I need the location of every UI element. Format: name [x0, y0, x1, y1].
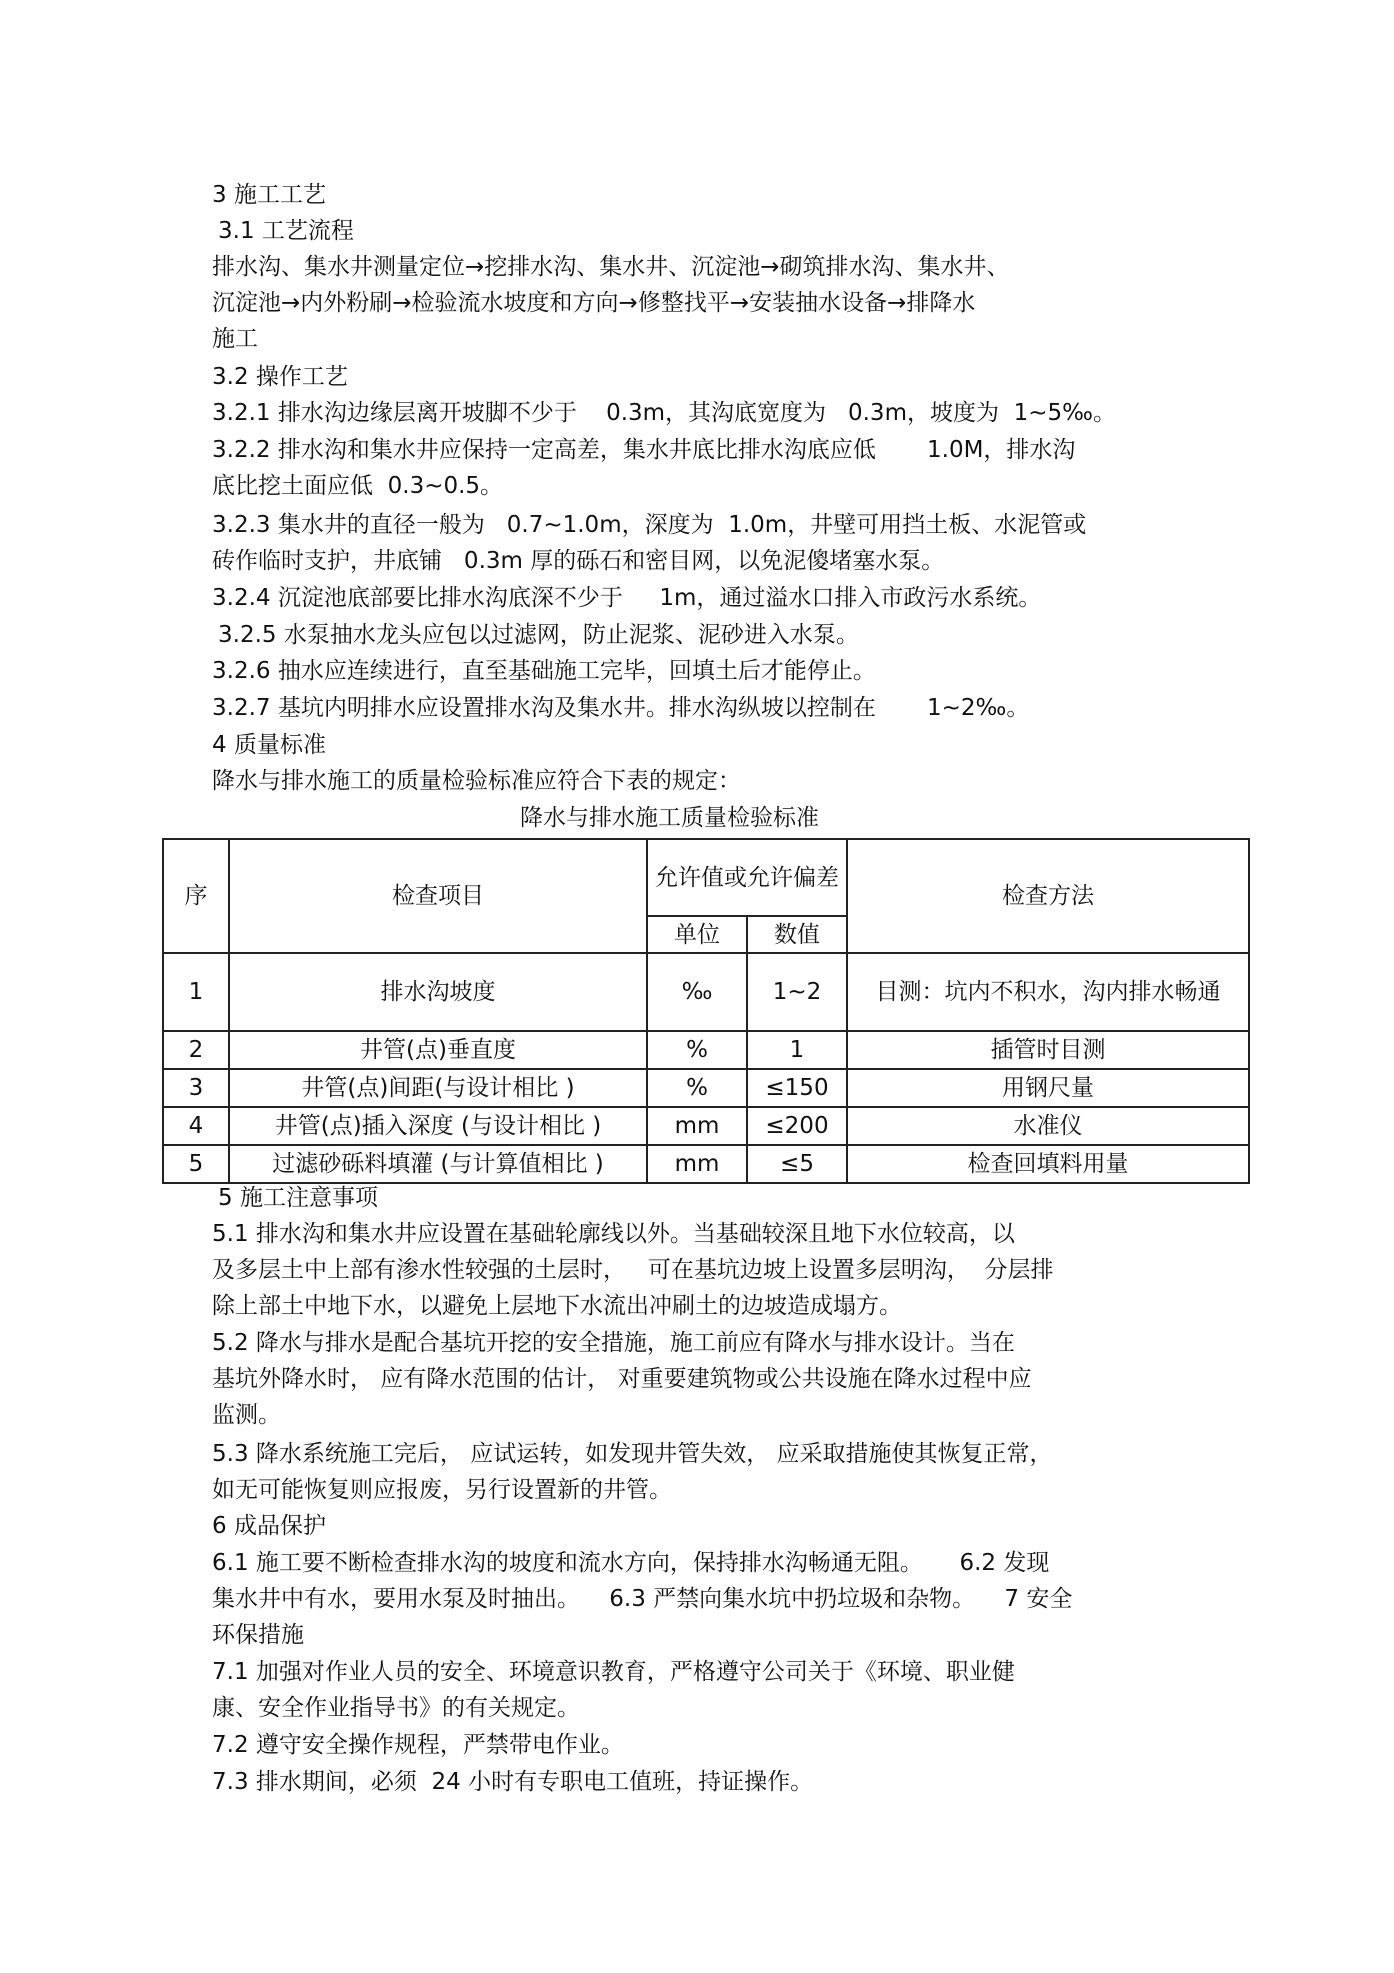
paragraph-line: 6.1 施工要不断检查排水沟的坡度和流水方向，保持排水沟畅通无阻。 6.2 发现	[212, 1550, 1050, 1576]
header-item: 检查项目	[229, 839, 647, 953]
heading-4: 4 质量标准	[212, 732, 326, 758]
cell-item: 井管(点)间距(与设计相比 )	[229, 1069, 647, 1107]
header-allowance: 允许值或允许偏差	[647, 839, 847, 916]
paragraph-line: 基坑外降水时， 应有降水范围的估计， 对重要建筑物或公共设施在降水过程中应	[212, 1366, 1032, 1392]
paragraph-line: 排水沟、集水井测量定位→挖排水沟、集水井、沉淀池→砌筑排水沟、集水井、	[212, 254, 1010, 280]
table-row	[163, 1145, 1249, 1183]
cell-method: 用钢尺量	[847, 1069, 1249, 1107]
cell-item: 井管(点)插入深度 (与设计相比 )	[229, 1107, 647, 1145]
cell-method: 水准仪	[847, 1107, 1249, 1145]
cell-seq: 2	[163, 1031, 229, 1069]
cell-item: 排水沟坡度	[229, 953, 647, 1031]
heading-6: 6 成品保护	[212, 1513, 326, 1539]
cell-value: 1	[747, 1031, 847, 1069]
paragraph-line: 5.2 降水与排水是配合基坑开挖的安全措施，施工前应有降水与排水设计。当在	[212, 1330, 1015, 1356]
header-seq: 序	[163, 839, 229, 953]
paragraph-line: 3.2.2 排水沟和集水井应保持一定高差，集水井底比排水沟底应低 1.0M，排水沟	[212, 437, 1076, 463]
heading-5: 5 施工注意事项	[218, 1185, 378, 1211]
quality-standard-table	[162, 838, 1250, 1184]
cell-seq: 3	[163, 1069, 229, 1107]
cell-unit: %	[647, 1031, 747, 1069]
table-caption: 降水与排水施工质量检验标准	[520, 805, 819, 831]
cell-method: 目测：坑内不积水，沟内排水畅通	[847, 953, 1249, 1031]
paragraph-line: 砖作临时支护，井底铺 0.3m 厚的砾石和密目网，以免泥傻堵塞水泵。	[212, 548, 945, 574]
cell-method: 插管时目测	[847, 1031, 1249, 1069]
cell-value: ≤5	[747, 1145, 847, 1183]
paragraph-line: 3.2.6 抽水应连续进行，直至基础施工完毕，回填土后才能停止。	[212, 658, 876, 684]
header-unit: 单位	[647, 916, 747, 953]
cell-value: 1~2	[747, 953, 847, 1031]
paragraph-line: 如无可能恢复则应报废，另行设置新的井管。	[212, 1477, 672, 1503]
paragraph-line: 7.2 遵守安全操作规程，严禁带电作业。	[212, 1732, 624, 1758]
cell-value: ≤200	[747, 1107, 847, 1145]
table-row	[163, 953, 1249, 1031]
paragraph-line: 7.1 加强对作业人员的安全、环境意识教育，严格遵守公司关于《环境、职业健	[212, 1659, 1015, 1685]
paragraph-line: 施工	[212, 326, 258, 352]
paragraph-line: 沉淀池→内外粉刷→检验流水坡度和方向→修整找平→安装抽水设备→排降水	[212, 290, 976, 316]
heading-3: 3 施工工艺	[212, 182, 326, 208]
header-value: 数值	[747, 916, 847, 953]
paragraph-line: 3.2.1 排水沟边缘层离开坡脚不少于 0.3m，其沟底宽度为 0.3m，坡度为 1~5‰。	[212, 400, 1116, 426]
paragraph-line: 除上部土中地下水，以避免上层地下水流出冲刷土的边坡造成塌方。	[212, 1293, 902, 1319]
cell-unit: ‰	[647, 953, 747, 1031]
paragraph-line: 3.2.7 基坑内明排水应设置排水沟及集水井。排水沟纵坡以控制在 1~2‰。	[212, 695, 1030, 721]
table-row	[163, 1107, 1249, 1145]
heading-3-2: 3.2 操作工艺	[212, 364, 348, 390]
paragraph-line: 5.3 降水系统施工完后， 应试运转，如发现井管失效， 应采取措施使其恢复正常，	[212, 1441, 1053, 1467]
paragraph-line: 降水与排水施工的质量检验标准应符合下表的规定：	[212, 768, 741, 794]
table-row	[163, 1069, 1249, 1107]
heading-3-1: 3.1 工艺流程	[218, 218, 354, 244]
paragraph-line: 5.1 排水沟和集水井应设置在基础轮廓线以外。当基础较深且地下水位较高，以	[212, 1221, 1015, 1247]
paragraph-line: 底比挖土面应低 0.3~0.5。	[212, 473, 504, 499]
paragraph-line: 监测。	[212, 1402, 281, 1428]
cell-value: ≤150	[747, 1069, 847, 1107]
cell-item: 井管(点)垂直度	[229, 1031, 647, 1069]
paragraph-line: 康、安全作业指导书》的有关规定。	[212, 1695, 580, 1721]
table-row	[163, 1031, 1249, 1069]
cell-item: 过滤砂砾料填灌 (与计算值相比 )	[229, 1145, 647, 1183]
cell-unit: mm	[647, 1107, 747, 1145]
paragraph-line: 及多层土中上部有渗水性较强的土层时， 可在基坑边坡上设置多层明沟， 分层排	[212, 1257, 1054, 1283]
cell-seq: 4	[163, 1107, 229, 1145]
paragraph-line: 集水井中有水，要用水泵及时抽出。 6.3 严禁向集水坑中扔垃圾和杂物。 7 安全	[212, 1586, 1073, 1612]
cell-seq: 5	[163, 1145, 229, 1183]
paragraph-line: 3.2.5 水泵抽水龙头应包以过滤网，防止泥浆、泥砂进入水泵。	[218, 622, 859, 648]
cell-method: 检查回填料用量	[847, 1145, 1249, 1183]
header-method: 检查方法	[847, 839, 1249, 953]
paragraph-line: 7.3 排水期间，必须 24 小时有专职电工值班，持证操作。	[212, 1769, 814, 1795]
paragraph-line: 环保措施	[212, 1622, 304, 1648]
paragraph-line: 3.2.4 沉淀池底部要比排水沟底深不少于 1m，通过溢水口排入市政污水系统。	[212, 585, 1042, 611]
cell-unit: mm	[647, 1145, 747, 1183]
paragraph-line: 3.2.3 集水井的直径一般为 0.7~1.0m，深度为 1.0m，井壁可用挡土板、水泥管或	[212, 512, 1087, 538]
cell-unit: %	[647, 1069, 747, 1107]
cell-seq: 1	[163, 953, 229, 1031]
